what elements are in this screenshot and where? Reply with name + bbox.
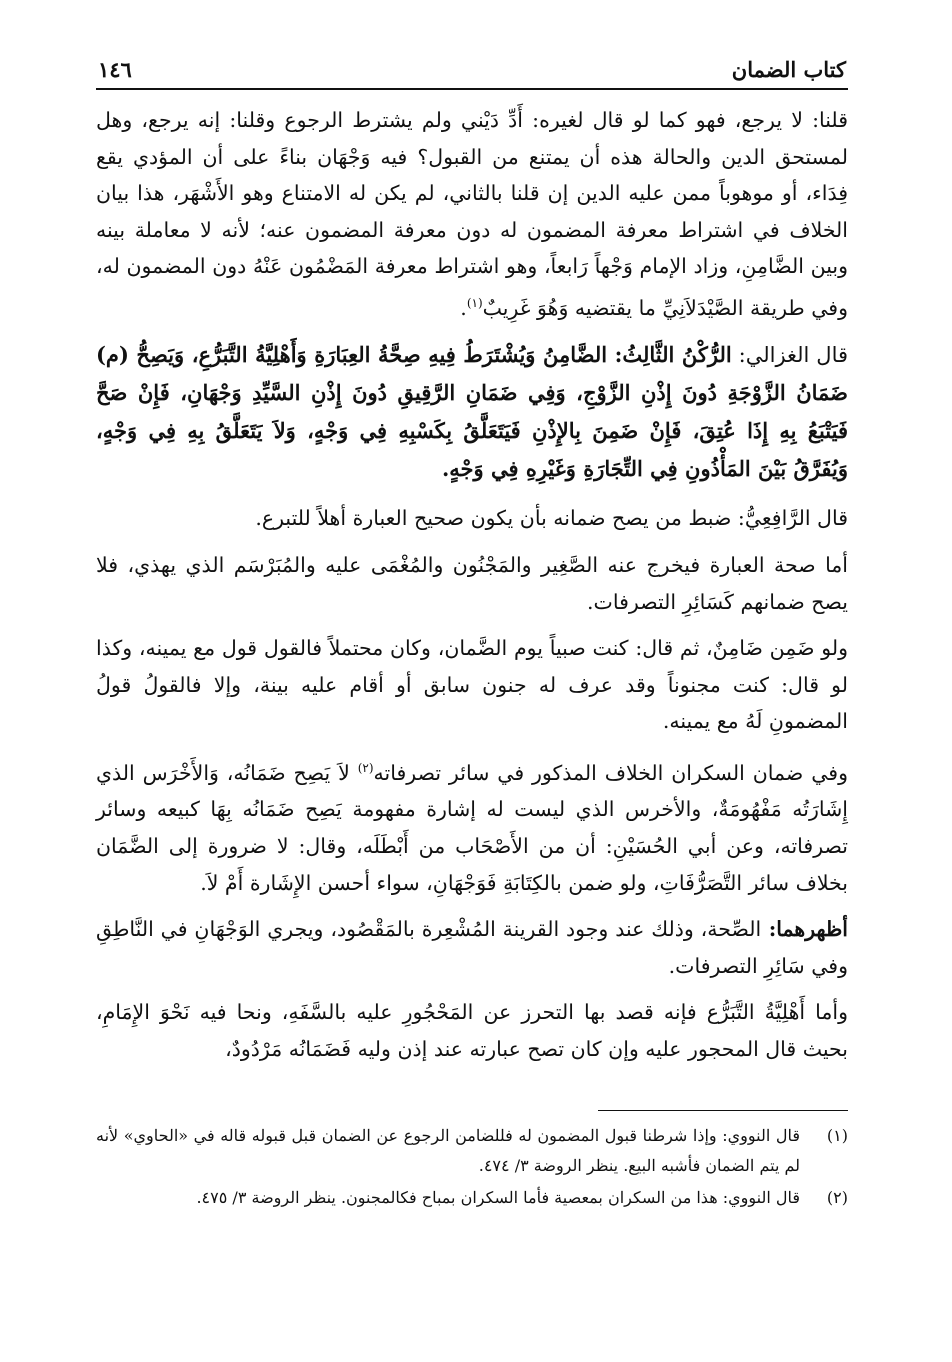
footnote-text: قال النووي: وإذا شرطنا قبول المضمون له فللضامن الرجوع عن الضمان قبل قبوله قاله في «الحاوي» لأنه لم يتم الضمان فأشبه البيع. ينظر الروضة ٣/ ٤٧٤. xyxy=(96,1125,800,1175)
footnote-number: (١) xyxy=(826,1125,848,1145)
paragraph-expression-validity: أما صحة العبارة فيخرج عنه الصَّغِير والمَجْنُون والمُغْمَى عليه والمُبَرْسَم الذي يهذي، فلا يصح ضمانهم كَسَائِرِ التصرفات. xyxy=(96,552,848,614)
rafii-commentary xyxy=(96,500,848,537)
rafii-label: قال الرَّافِعِيُّ: xyxy=(731,506,848,531)
paragraph-text: قلنا: لا يرجع، فهو كما لو قال لغيره: أَدِّ دَيْني ولم يشترط الرجوع وقلنا: إنه يرجع، وهل لمستحق الدين والحالة هذه أن يمتنع من القبول؟ فيه وَجْهَان بناءً على أن المؤدي يقع فِدَاء، أو موهوباً ممن عليه الدين إن قلنا بالثاني، لم يكن له الامتناع وهو الأَشْهَر، هذا بيان الخلاف في اشتراط معرفة المضمون له دون معرفة المضمون عنه؛ لأنه لا معاملة بينه وبين الضَّامِنِ، وزاد الإمام وَجْهاً رَابعاً، وهو اشتراط معرفة المَضْمُون عَنْهُ دون المضمون له، وفي طريقة الصَّيْدَلاَنِيِّ ما يقتضيه وَهُوَ غَرِيبٌ xyxy=(96,108,848,320)
footnote-text: قال النووي: هذا من السكران بمعصية فأما السكران بمباح فكالمجنون. ينظر الروضة ٣/ ٤٧٥. xyxy=(196,1187,800,1207)
footnotes xyxy=(96,1121,848,1213)
most-apparent-text: الصِّحة، وذلك عند وجود القرينة المُشْعِرة بالمَقْصُود، ويجري الوَجْهَانِ في النَّاطِقِ وفي سَائِرِ التصرفات. xyxy=(96,917,848,978)
paragraph-end: . xyxy=(460,295,467,320)
paragraph-donation-capacity: وأما أَهْلِيَّةُ التَّبَرُّع فإنه قصد بها التحرز عن المَحْجُورِ عليه بالسَّفَهِ، ونحا فيه نَحْوَ الإِمَامِ، بحيث قال المحجور عليه وإن كان تصح عبارته عند إذن وليه فَضَمَانُه مَرْدُودٌ، xyxy=(96,1000,848,1061)
footnote-1 xyxy=(96,1121,848,1181)
footnote-ref-1: (١) xyxy=(466,295,483,310)
footnote-number: (٢) xyxy=(826,1187,848,1207)
footnote-2 xyxy=(96,1183,848,1213)
main-text xyxy=(96,102,848,1068)
page-header xyxy=(96,44,848,90)
most-apparent-label: أظهرهما: xyxy=(761,917,848,942)
ghazali-quote xyxy=(96,336,848,488)
paragraph-text: وفي ضمان السكران الخلاف المذكور في سائر تصرفاته xyxy=(373,760,848,785)
footnote-ref-2: (٢) xyxy=(357,760,374,775)
paragraph-continuation xyxy=(96,102,848,326)
page-number: ١٤٦ xyxy=(98,57,132,82)
book-title: كتاب الضمان xyxy=(731,57,846,82)
paragraph-guarantor-claim: ولو ضَمِن ضَامِنٌ، ثم قال: كنت صبياً يوم الضَّمان، وكان محتملاً فالقول قول مع يمينه، وكذا لو قال: كنت مجنوناً وقد عرف له جنون سابق أو أقام عليه بينة، وإلا فالقولُ قولُ المضمونِ لَهُ مع يمينه. xyxy=(96,636,848,734)
ghazali-text: الرُّكْنُ الثَّالِثُ: الضَّامِنُ وَيُشْتَرَطُ فِيهِ صِحَّةُ العِبَارَةِ وَأَهْلِيَّةُ التَّبَرُّعِ، وَيَصِحُّ (م) ضَمَانُ الزَّوْجَةِ دُونَ إِذْنِ الزَّوْجِ، وَفِي ضَمَانِ الرَّقِيقِ دُونَ إِذْنِ السَّيِّدِ وَجْهَانِ، فَإِنْ صَحَّ فَيَتْبَعُ بِهِ إِذَا عُتِقَ، فَإِنْ ضَمِنَ بِالإِذْنِ فَيَتَعَلَّقُ بِكَسْبِهِ فِي وَجْهٍ، وَلاَ يَتَعَلَّقُ بِهِ فِي وَجْهٍ، وَيُفَرَّقُ بَيْنَ المَأْذُونِ فِي التِّجَارَةِ وَغَيْرِهِ فِي وَجْهٍ. xyxy=(96,342,848,482)
footnote-separator xyxy=(598,1110,848,1111)
rafii-text: ضبط من يصح ضمانه بأن يكون صحيح العبارة أهلاً للتبرع. xyxy=(255,506,732,531)
paragraph-intoxicated xyxy=(96,750,848,901)
ghazali-label: قال الغزالي: xyxy=(731,343,849,368)
paragraph-text-continued: لاَ يَصِح ضَمَانُه، وَالأَخْرَس الذي إِشَارَتُه مَفْهُومَةٌ، والأخرس الذي ليست له إشارة مفهومة يَصِح ضَمَانُه بِهَا كبيعه وسائر تصرفاته، وعن أبي الحُسَيْنِ: أن من الأَصْحَاب من أَبْطَلَه، وقال: لا ضرورة إلى الضَّمَان بخلاف سائر التَّصَرُّفَاتِ، ولو ضمن بالكِتَابَةِ فَوَجْهَانِ، سواء أحسن الإِشَارة أَمْ لاَ. xyxy=(96,760,848,895)
paragraph-most-apparent xyxy=(96,911,848,984)
book-page xyxy=(96,44,848,1215)
